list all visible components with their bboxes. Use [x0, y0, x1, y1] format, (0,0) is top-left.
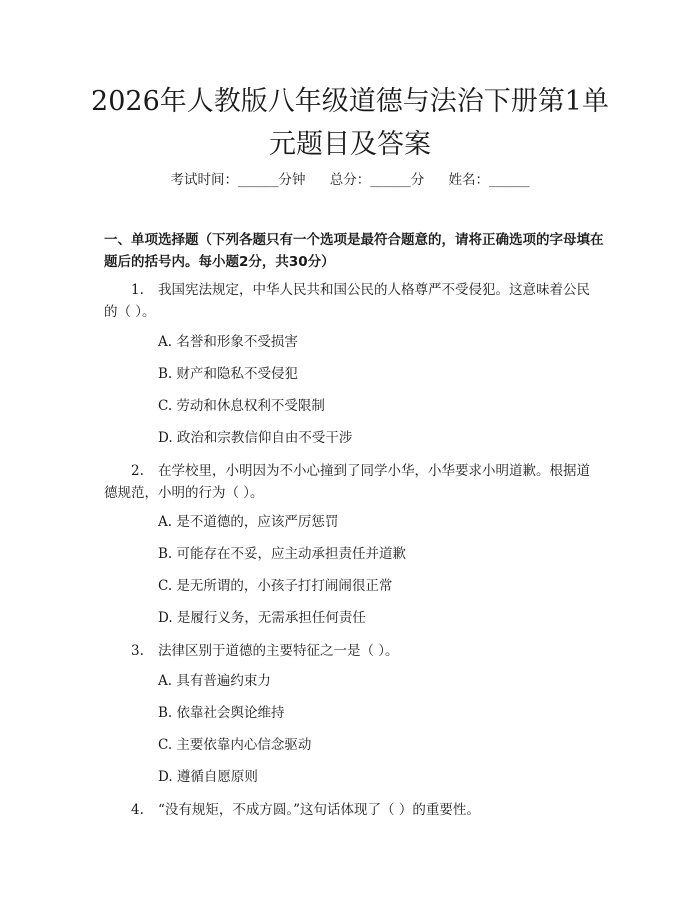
question-3 [104, 640, 600, 662]
question-text: 法律区别于道德的主要特征之一是（ ）。 [158, 643, 399, 659]
option-1d: D. 政治和宗教信仰自由不受干涉 [158, 430, 353, 446]
option-3d: D. 遵循自愿原则 [158, 769, 258, 785]
section-heading: 一、单项选择题（下列各题只有一个选项是最符合题意的，请将正确选项的字母填在题后的括号内。每小题2分，共30分） [104, 232, 604, 270]
page-title: 2026年人教版八年级道德与法治下册第1单元题目及答案 [91, 86, 609, 160]
question-number: 1. [131, 282, 144, 298]
option-2c: C. 是无所谓的，小孩子打打闹闹很正常 [158, 578, 393, 594]
question-number: 3. [131, 643, 144, 659]
question-text: 我国宪法规定，中华人民共和国公民的人格尊严不受侵犯。这意味着公民的（ ）。 [104, 282, 590, 320]
question-text: “没有规矩，不成方圆。”这句话体现了（ ）的重要性。 [158, 802, 480, 818]
option-2a: A. 是不道德的，应该严厉惩罚 [158, 514, 339, 530]
option-3b: B. 依靠社会舆论维持 [158, 705, 285, 721]
exam-time: 考试时间：______分钟 [170, 172, 306, 188]
option-3c: C. 主要依靠内心信念驱动 [158, 737, 312, 753]
question-text: 在学校里，小明因为不小心撞到了同学小华，小华要求小明道歉。根据道德规范，小明的行为（ ）。 [104, 463, 590, 501]
question-2 [104, 460, 600, 504]
exam-meta [0, 168, 700, 188]
exam-name: 姓名：______ [448, 172, 530, 188]
option-1a: A. 名誉和形象不受损害 [158, 334, 298, 350]
option-2d: D. 是履行义务，无需承担任何责任 [158, 610, 366, 626]
option-2b: B. 可能存在不妥，应主动承担责任并道歉 [158, 546, 407, 562]
question-number: 4. [131, 802, 144, 818]
question-1 [104, 279, 600, 323]
question-number: 2. [131, 463, 144, 479]
question-4 [104, 799, 600, 821]
option-3a: A. 具有普遍约束力 [158, 673, 271, 689]
option-1c: C. 劳动和休息权利不受限制 [158, 398, 325, 414]
option-1b: B. 财产和隐私不受侵犯 [158, 366, 299, 382]
exam-score: 总分：______分 [329, 172, 425, 188]
